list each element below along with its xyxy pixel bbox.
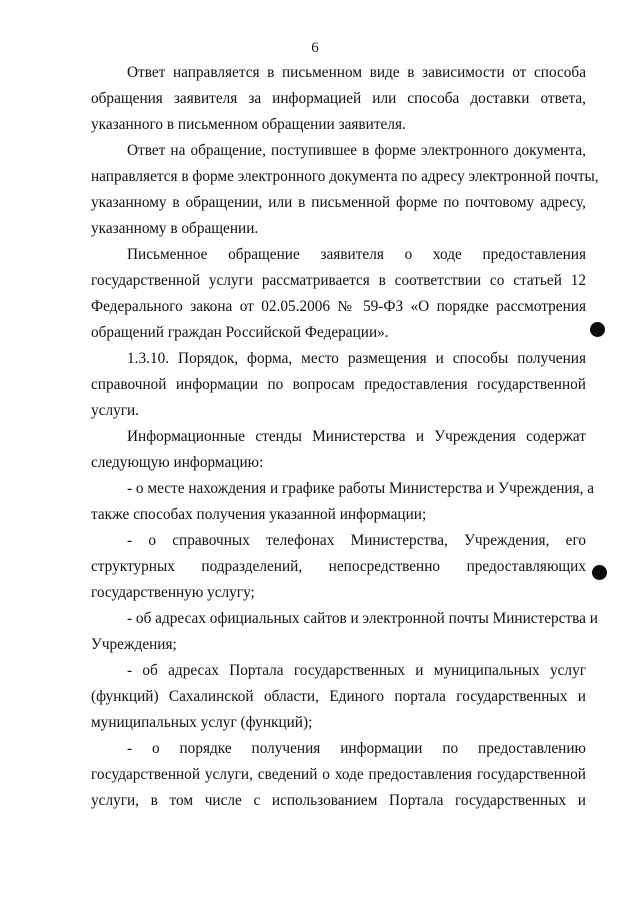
list-item-line: - об адресах официальных сайтов и электронной почты Министерства и <box>127 610 598 627</box>
text-line: направляется в форме электронного документа по адресу электронной почты, <box>91 168 599 185</box>
list-item-line: - об адресах Портала государственных и муниципальных услуг <box>127 662 586 679</box>
text-line: следующую информацию: <box>91 454 264 471</box>
text-line: обращений граждан Российской Федерации». <box>91 324 389 341</box>
list-item-line: - о справочных телефонах Министерства, Учреждения, его <box>127 532 586 549</box>
text-line: указанного в письменном обращении заявителя. <box>91 116 406 133</box>
text-line: указанному в обращении. <box>91 220 259 237</box>
punch-hole-mark <box>592 565 607 580</box>
text-line: услуги. <box>91 402 140 419</box>
text-line: обращения заявителя за информацией или способа доставки ответа, <box>91 90 586 107</box>
page-number: 6 <box>311 40 319 56</box>
text-line: государственной услуги рассматривается в соответствии со статьей 12 <box>91 272 586 289</box>
list-item-line: (функций) Сахалинской области, Единого портала государственных и <box>91 688 586 705</box>
text-line: справочной информации по вопросам предоставления государственной <box>91 376 586 393</box>
list-item-line: государственную услугу; <box>91 584 255 601</box>
list-item-line: Учреждения; <box>91 636 177 653</box>
text-line: Письменное обращение заявителя о ходе предоставления <box>127 246 586 263</box>
text-line: Ответ направляется в письменном виде в зависимости от способа <box>127 64 586 81</box>
punch-hole-mark <box>590 322 605 337</box>
list-item-line: государственной услуги, сведений о ходе предоставления государственной <box>91 766 586 783</box>
list-item-line: - о месте нахождения и графике работы Министерства и Учреждения, а <box>127 480 595 497</box>
list-item-line: муниципальных услуг (функций); <box>91 714 313 731</box>
text-line: Информационные стенды Министерства и Учреждения содержат <box>127 428 586 445</box>
list-item-line: услуги, в том числе с использованием Портала государственных и <box>91 792 586 809</box>
text-line: Ответ на обращение, поступившее в форме электронного документа, <box>127 142 586 159</box>
text-line: Федерального закона от 02.05.2006 № 59-ФЗ «О порядке рассмотрения <box>91 298 586 315</box>
list-item-line: - о порядке получения информации по предоставлению <box>127 740 586 757</box>
list-item-line: также способах получения указанной информации; <box>91 506 427 523</box>
text-line: указанному в обращении, или в письменной форме по почтовому адресу, <box>91 194 586 211</box>
text-line: 1.3.10. Порядок, форма, место размещения и способы получения <box>127 350 586 367</box>
list-item-line: структурных подразделений, непосредственно предоставляющих <box>91 558 586 575</box>
